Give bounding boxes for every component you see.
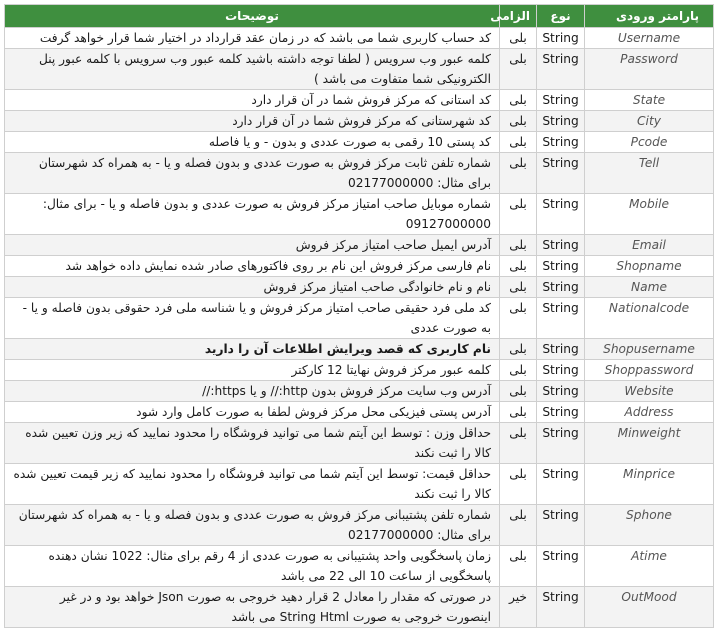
param-name-cell: Minweight: [585, 423, 714, 464]
description-cell: شماره تلفن ثابت مرکز فروش به صورت عددی و بدون فصله و یا - به همراه کد شهرستان برای مثال: 02177000000: [5, 153, 500, 194]
description-cell: کد استانی که مرکز فروش شما در آن قرار دارد: [5, 90, 500, 111]
required-cell: بلی: [500, 28, 537, 49]
header-param: پارامتر ورودی: [585, 5, 714, 28]
required-cell: بلی: [500, 49, 537, 90]
description-cell: حداقل وزن : توسط این آیتم شما می توانید فروشگاه را محدود نمایید که زیر وزن تعیین شده کالا را ثبت نکند: [5, 423, 500, 464]
type-cell: String: [537, 256, 585, 277]
table-row: [5, 423, 714, 464]
table-row: [5, 28, 714, 49]
param-name-cell: Shoppassword: [585, 360, 714, 381]
type-cell: String: [537, 132, 585, 153]
required-cell: بلی: [500, 298, 537, 339]
param-name-cell: State: [585, 90, 714, 111]
parameters-table: [4, 4, 714, 628]
param-name-cell: Shopname: [585, 256, 714, 277]
table-body: [5, 28, 714, 628]
table-row: [5, 546, 714, 587]
required-cell: بلی: [500, 90, 537, 111]
param-name-cell: Sphone: [585, 505, 714, 546]
table-row: [5, 381, 714, 402]
description-cell: نام و نام خانوادگی صاحب امتیاز مرکز فروش: [5, 277, 500, 298]
description-cell: آدرس پستی فیزیکی محل مرکز فروش لطفا به صورت کامل وارد شود: [5, 402, 500, 423]
type-cell: String: [537, 111, 585, 132]
table-row: [5, 402, 714, 423]
required-cell: بلی: [500, 360, 537, 381]
required-cell: خیر: [500, 587, 537, 628]
table-row: [5, 111, 714, 132]
required-cell: بلی: [500, 339, 537, 360]
param-name-cell: Shopusername: [585, 339, 714, 360]
required-cell: بلی: [500, 381, 537, 402]
type-cell: String: [537, 381, 585, 402]
param-name-cell: City: [585, 111, 714, 132]
table-row: [5, 587, 714, 628]
description-cell: نام فارسی مرکز فروش این نام بر روی فاکتورهای صادر شده نمایش داده خواهد شد: [5, 256, 500, 277]
required-cell: بلی: [500, 235, 537, 256]
table-row: [5, 256, 714, 277]
required-cell: بلی: [500, 256, 537, 277]
description-cell: کد حساب کاربری شما می باشد که در زمان عقد قرارداد در اختیار شما قرار خواهد گرفت: [5, 28, 500, 49]
param-name-cell: Username: [585, 28, 714, 49]
type-cell: String: [537, 464, 585, 505]
type-cell: String: [537, 360, 585, 381]
param-name-cell: Minprice: [585, 464, 714, 505]
type-cell: String: [537, 90, 585, 111]
type-cell: String: [537, 402, 585, 423]
type-cell: String: [537, 339, 585, 360]
table-row: [5, 49, 714, 90]
param-name-cell: Name: [585, 277, 714, 298]
required-cell: بلی: [500, 111, 537, 132]
description-cell: شماره موبایل صاحب امتیاز مرکز فروش به صورت عددی و بدون فاصله و یا - برای مثال: 09127000000: [5, 194, 500, 235]
description-cell: زمان پاسخگویی واحد پشتیبانی به صورت عددی از 4 رقم برای مثال: 1022 نشان دهنده پاسخگویی از ساعت 10 الی 22 می باشد: [5, 546, 500, 587]
type-cell: String: [537, 277, 585, 298]
type-cell: String: [537, 423, 585, 464]
table-row: [5, 194, 714, 235]
table-row: [5, 132, 714, 153]
description-cell: آدرس وب سایت مرکز فروش بدون http:// و یا https://: [5, 381, 500, 402]
required-cell: بلی: [500, 194, 537, 235]
header-description: توضیحات: [5, 5, 500, 28]
type-cell: String: [537, 153, 585, 194]
param-name-cell: Pcode: [585, 132, 714, 153]
type-cell: String: [537, 546, 585, 587]
type-cell: String: [537, 28, 585, 49]
table-header: [5, 5, 714, 28]
description-cell: کد شهرستانی که مرکز فروش شما در آن قرار دارد: [5, 111, 500, 132]
param-name-cell: OutMood: [585, 587, 714, 628]
required-cell: بلی: [500, 505, 537, 546]
table-row: [5, 153, 714, 194]
table-row: [5, 90, 714, 111]
table-row: [5, 339, 714, 360]
required-cell: بلی: [500, 132, 537, 153]
param-name-cell: Mobile: [585, 194, 714, 235]
param-name-cell: Email: [585, 235, 714, 256]
header-row: [5, 5, 714, 28]
required-cell: بلی: [500, 153, 537, 194]
table-row: [5, 277, 714, 298]
param-name-cell: Website: [585, 381, 714, 402]
parameters-table-container: [4, 4, 713, 628]
description-cell: شماره تلفن پشتیبانی مرکز فروش به صورت عددی و بدون فصله و یا - به همراه کد شهرستان برای مثال: 02177000000: [5, 505, 500, 546]
description-cell: در صورتی که مقدار را معادل 2 قرار دهید خروجی به صورت Json خواهد بود و در غیر اینصورت خروجی به صورت String Html می باشد: [5, 587, 500, 628]
required-cell: بلی: [500, 402, 537, 423]
table-row: [5, 505, 714, 546]
required-cell: بلی: [500, 423, 537, 464]
header-type: نوع: [537, 5, 585, 28]
header-required: الزامی: [500, 5, 537, 28]
param-name-cell: Nationalcode: [585, 298, 714, 339]
type-cell: String: [537, 49, 585, 90]
param-name-cell: Password: [585, 49, 714, 90]
type-cell: String: [537, 235, 585, 256]
description-cell: کد پستی 10 رقمی به صورت عددی و بدون - و یا فاصله: [5, 132, 500, 153]
table-row: [5, 464, 714, 505]
type-cell: String: [537, 587, 585, 628]
param-name-cell: Atime: [585, 546, 714, 587]
table-row: [5, 298, 714, 339]
required-cell: بلی: [500, 464, 537, 505]
type-cell: String: [537, 298, 585, 339]
description-cell: کلمه عبور وب سرویس ( لطفا توجه داشته باشید کلمه عبور وب سرویس با کلمه عبور پنل الکترونیکی شما متفاوت می باشد ): [5, 49, 500, 90]
description-cell: کد ملی فرد حقیقی صاحب امتیاز مرکز فروش و یا شناسه ملی فرد حقوقی بدون فاصله و یا - به صورت عددی: [5, 298, 500, 339]
param-name-cell: Tell: [585, 153, 714, 194]
table-row: [5, 235, 714, 256]
description-cell: آدرس ایمیل صاحب امتیاز مرکز فروش: [5, 235, 500, 256]
description-cell: حداقل قیمت: توسط این آیتم شما می توانید فروشگاه را محدود نمایید که زیر قیمت تعیین شده کالا را ثبت نکند: [5, 464, 500, 505]
type-cell: String: [537, 194, 585, 235]
required-cell: بلی: [500, 546, 537, 587]
param-name-cell: Address: [585, 402, 714, 423]
description-cell: نام کاربری که قصد ویرایش اطلاعات آن را دارید: [5, 339, 500, 360]
required-cell: بلی: [500, 277, 537, 298]
table-row: [5, 360, 714, 381]
description-cell: کلمه عبور مرکز فروش نهایتا 12 کارکتر: [5, 360, 500, 381]
type-cell: String: [537, 505, 585, 546]
